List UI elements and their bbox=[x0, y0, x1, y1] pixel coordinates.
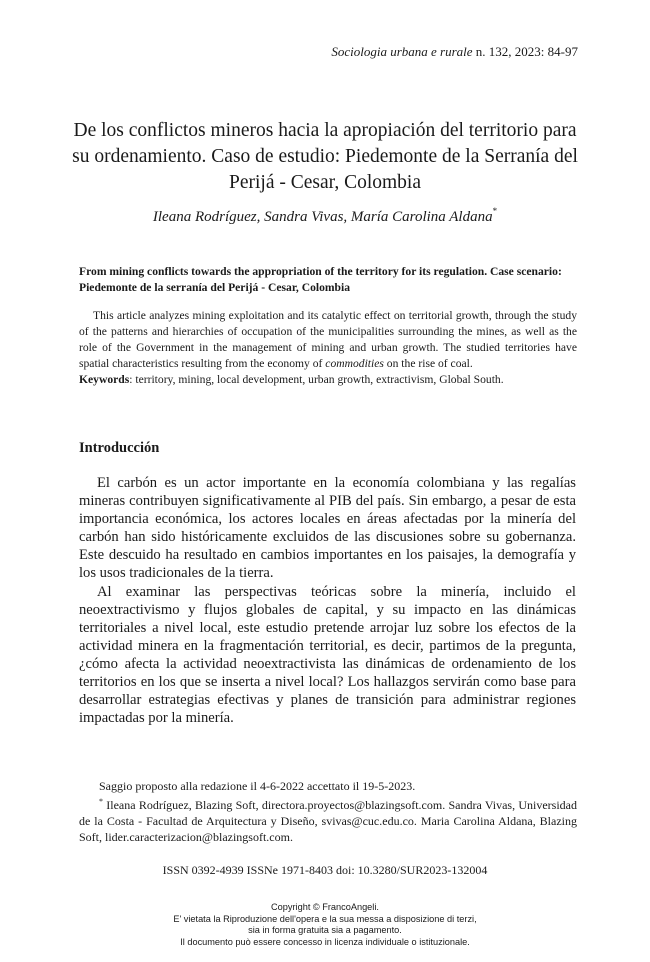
abstract bbox=[79, 308, 577, 388]
article-title: De los conflictos mineros hacia la apropiación del territorio para su ordenamiento. Caso de estudio: Piedemonte de la Serranía del Perijá - Cesar, Colombia bbox=[72, 120, 578, 193]
copyright-notice bbox=[70, 902, 580, 948]
paragraph-1: El carbón es un actor importante en la economía colombiana y las regalías mineras contribuyen significativamente al PIB del país. Sin embargo, a pesar de esta importancia económica, los actores locales en áreas afectadas por la minería del carbón han sido históricamente excluidos de las discusiones sobre su gobernanza. Este descuido ha resultado en cambios importantes en los paisajes, la demografía y los usos tradicionales de la tierra. bbox=[79, 475, 576, 582]
abstract-text-italic: commodities bbox=[325, 357, 384, 370]
affiliation-note bbox=[79, 794, 577, 845]
journal-name: Sociologia urbana e rurale bbox=[331, 44, 473, 59]
authors-line bbox=[70, 206, 580, 226]
issn-doi: ISSN 0392-4939 ISSNe 1971-8403 doi: 10.3280/SUR2023-132004 bbox=[162, 863, 488, 877]
issue-info: n. 132, 2023: 84-97 bbox=[472, 44, 578, 59]
body-text bbox=[79, 474, 576, 727]
abstract-text bbox=[79, 308, 577, 372]
english-title: From mining conflicts towards the appropriation of the territory for its regulation. Case scenario: Piedemonte de la serranía del Perijá - Cesar, Colombia bbox=[79, 265, 562, 294]
footnotes bbox=[79, 778, 577, 845]
paragraph-2: Al examinar las perspectivas teóricas sobre la minería, incluido el neoextractivismo y flujos globales de capital, y su impacto en las dinámicas territoriales a nivel local, este estudio pretende arrojar luz sobre los efectos de la actividad minera en la fragmentación territorial, es decir, partimos de la pregunta, ¿cómo afecta la actividad neoextractivista las dinámicas de ordenamiento de los territorios en los que se inserta a nivel local? Los hallazgos servirán como base para desarrollar estrategias efectivas y planes de transición para administrar regiones impactadas por la minería. bbox=[79, 583, 576, 727]
affiliation-mark: * bbox=[99, 797, 103, 806]
abstract-text-part2: on the rise of coal. bbox=[383, 357, 473, 370]
section-heading: Introducción bbox=[79, 440, 160, 456]
abstract-text-part1: This article analyzes mining exploitation and its catalytic effect on territorial growth, through the study of the patterns and hierarchies of occupation of the municipalities surrounding the mines, as well as the role of the Government in the management of mining and urban growth. The studied territories have spatial characteristics resulting from the economy of bbox=[79, 309, 577, 370]
author-footnote-mark: * bbox=[492, 206, 498, 216]
copyright-line-1: Copyright © FrancoAngeli. bbox=[271, 902, 379, 912]
copyright-line-2: E' vietata la Riproduzione dell'opera e la sua messa a disposizione di terzi, bbox=[173, 913, 477, 924]
keywords bbox=[79, 372, 577, 388]
affiliation-text: Ileana Rodríguez, Blazing Soft, directora.proyectos@blazingsoft.com. Sandra Vivas, Universidad de la Costa - Facultad de Arquitectura y Diseño, svivas@cuc.edu.co. Maria Carolina Aldana, Blazing Soft, lider.caracterizacion@blazingsoft.com. bbox=[79, 798, 577, 844]
author-names: Ileana Rodríguez, Sandra Vivas, María Carolina Aldana bbox=[152, 209, 493, 225]
keywords-label: Keywords bbox=[79, 373, 130, 386]
running-header bbox=[331, 44, 578, 60]
submission-note: Saggio proposto alla redazione il 4-6-2022 accettato il 19-5-2023. bbox=[99, 779, 416, 793]
keywords-list: : territory, mining, local development, urban growth, extractivism, Global South. bbox=[129, 373, 504, 386]
copyright-line-3: sia in forma gratuita sia a pagamento. bbox=[248, 925, 402, 936]
copyright-line-4: Il documento può essere concesso in licenza individuale o istituzionale. bbox=[180, 936, 470, 947]
